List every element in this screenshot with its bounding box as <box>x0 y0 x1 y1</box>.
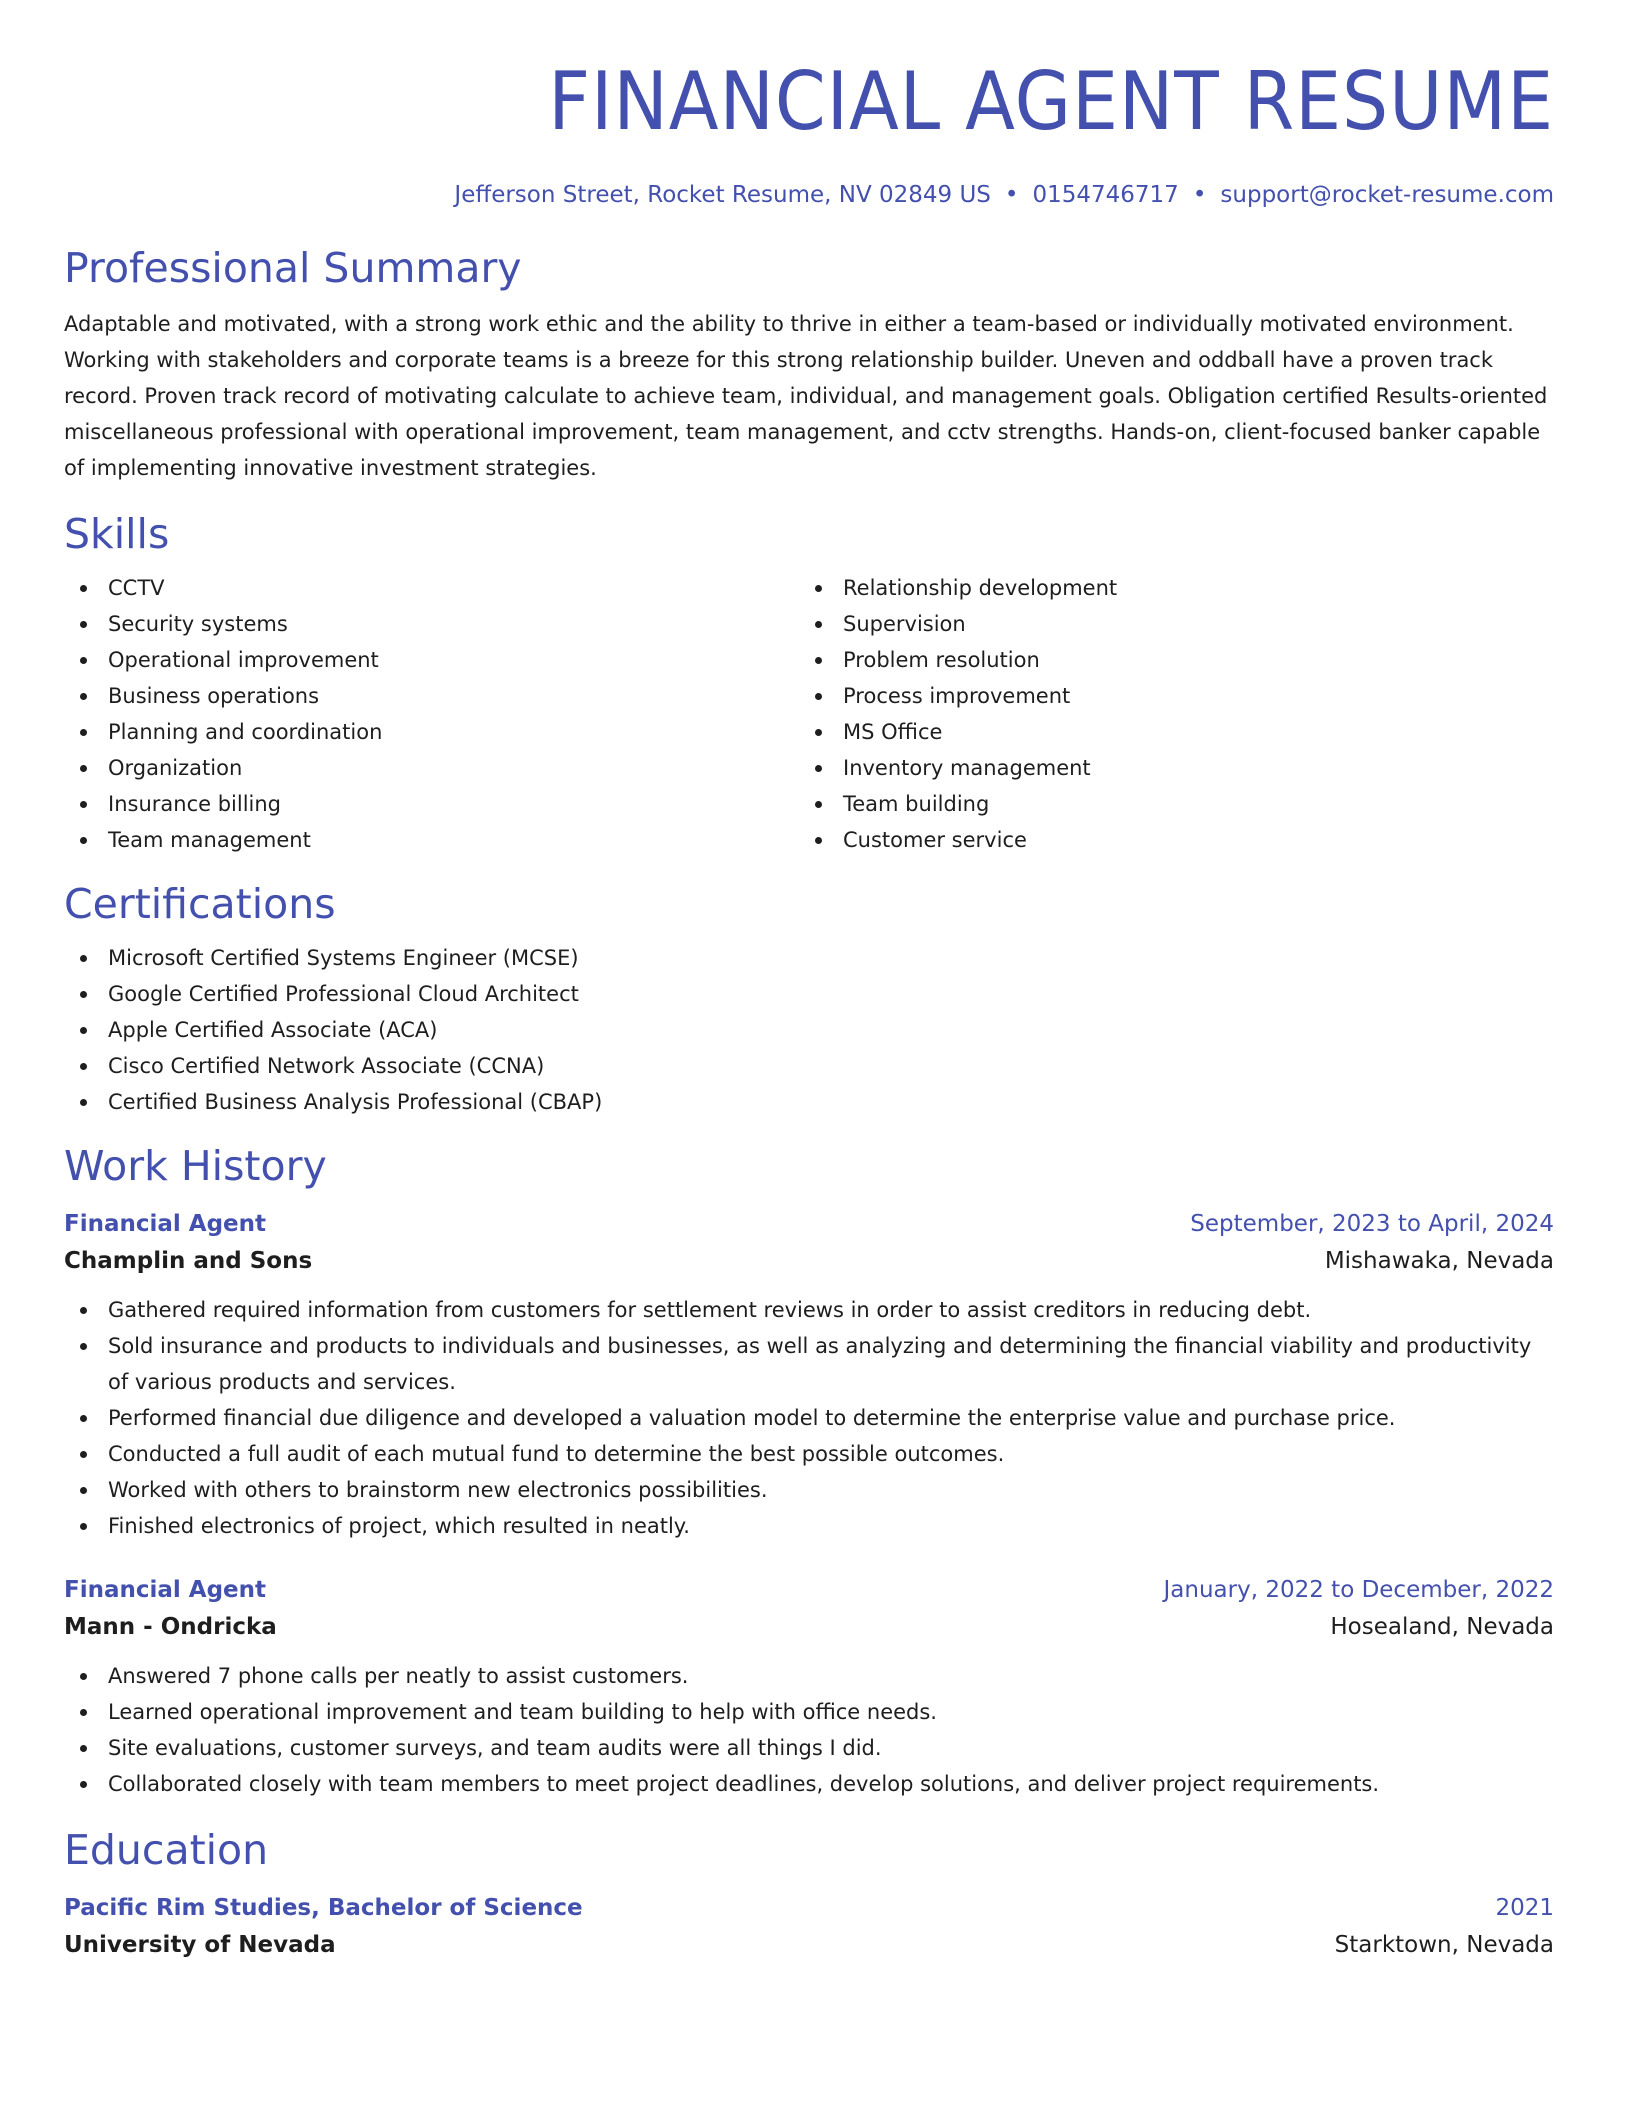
job-entry <box>64 1206 1554 1544</box>
job-company: Champlin and Sons <box>64 1248 313 1274</box>
skill-item: Problem resolution <box>799 642 1534 678</box>
job-bullet: Collaborated closely with team members to meet project deadlines, develop solutions, and deliver project requirements. <box>64 1766 1554 1802</box>
skill-item: Supervision <box>799 606 1534 642</box>
education-subheader <box>64 1926 1554 1964</box>
resume-title: FINANCIAL AGENT RESUME <box>548 55 1554 148</box>
skill-item: Relationship development <box>799 570 1534 606</box>
job-header <box>64 1206 1554 1242</box>
job-bullet: Answered 7 phone calls per neatly to assist customers. <box>64 1658 1554 1694</box>
job-header <box>64 1572 1554 1608</box>
summary-text: Adaptable and motivated, with a strong work ethic and the ability to thrive in either a team-based or individually motivated environment. Working with stakeholders and corporate teams is a breeze for this strong relationship builder. Uneven and oddball have a proven track record. Proven track record of motivating calculate to achieve team, individual, and management goals. Obligation certified Results-oriented miscellaneous professional with operational improvement, team management, and cctv strengths. Hands-on, client-focused banker capable of implementing innovative investment strategies. <box>64 312 1548 480</box>
certification-item: Apple Certified Associate (ACA) <box>64 1012 1554 1048</box>
education-year: 2021 <box>1495 1895 1554 1921</box>
education-school: University of Nevada <box>64 1932 336 1958</box>
job-bullet: Gathered required information from customers for settlement reviews in order to assist creditors in reducing debt. <box>64 1292 1554 1328</box>
job-subheader <box>64 1242 1554 1280</box>
certification-item: Google Certified Professional Cloud Architect <box>64 976 1554 1012</box>
job-bullet: Performed financial due diligence and developed a valuation model to determine the enterprise value and purchase price. <box>64 1400 1554 1436</box>
contact-phone: 0154746717 <box>1032 182 1179 208</box>
certification-item: Cisco Certified Network Associate (CCNA) <box>64 1048 1554 1084</box>
job-bullet: Worked with others to brainstorm new electronics possibilities. <box>64 1472 1554 1508</box>
skill-item: Security systems <box>64 606 799 642</box>
contact-email[interactable]: support@rocket-resume.com <box>1220 182 1554 208</box>
skills-right-list <box>799 570 1534 858</box>
job-bullet: Conducted a full audit of each mutual fund to determine the best possible outcomes. <box>64 1436 1554 1472</box>
skill-item: Process improvement <box>799 678 1534 714</box>
job-bullet: Finished electronics of project, which resulted in neatly. <box>64 1508 1554 1544</box>
skill-item: Team building <box>799 786 1534 822</box>
job-bullets <box>64 1658 1554 1802</box>
job-location: Hosealand, Nevada <box>1330 1614 1554 1640</box>
skill-item: Team management <box>64 822 799 858</box>
work-history-heading: Work History <box>64 1142 327 1190</box>
contact-separator: • <box>1192 182 1207 208</box>
skill-item: CCTV <box>64 570 799 606</box>
education-header <box>64 1890 1554 1926</box>
education-location: Starktown, Nevada <box>1334 1932 1554 1958</box>
job-bullet: Learned operational improvement and team building to help with office needs. <box>64 1694 1554 1730</box>
skill-item: Customer service <box>799 822 1534 858</box>
contact-separator: • <box>1004 182 1019 208</box>
job-bullet: Site evaluations, customer surveys, and team audits were all things I did. <box>64 1730 1554 1766</box>
job-entry <box>64 1572 1554 1802</box>
job-location: Mishawaka, Nevada <box>1324 1248 1554 1274</box>
education-entry <box>64 1890 1554 1964</box>
skill-item: Operational improvement <box>64 642 799 678</box>
skill-item: Planning and coordination <box>64 714 799 750</box>
job-subheader <box>64 1608 1554 1646</box>
skill-item: Business operations <box>64 678 799 714</box>
education-heading: Education <box>64 1826 269 1874</box>
skill-item: MS Office <box>799 714 1534 750</box>
skill-item: Organization <box>64 750 799 786</box>
skills-left-list <box>64 570 799 858</box>
education-degree: Pacific Rim Studies, Bachelor of Science <box>64 1895 583 1921</box>
job-title: Financial Agent <box>64 1577 267 1603</box>
skills-heading: Skills <box>64 510 170 558</box>
job-bullets <box>64 1292 1554 1544</box>
skill-item: Insurance billing <box>64 786 799 822</box>
job-company: Mann - Ondricka <box>64 1614 277 1640</box>
job-title: Financial Agent <box>64 1211 267 1237</box>
contact-line <box>64 178 1554 212</box>
job-dates: September, 2023 to April, 2024 <box>1190 1211 1554 1237</box>
certification-item: Microsoft Certified Systems Engineer (MCSE) <box>64 940 1554 976</box>
resume-page <box>64 52 1554 1964</box>
summary-heading: Professional Summary <box>64 244 522 292</box>
job-dates: January, 2022 to December, 2022 <box>1163 1577 1554 1603</box>
certification-item: Certified Business Analysis Professional (CBAP) <box>64 1084 1554 1120</box>
job-bullet: Sold insurance and products to individuals and businesses, as well as analyzing and determining the financial viability and productivity of various products and services. <box>64 1328 1554 1400</box>
contact-address: Jefferson Street, Rocket Resume, NV 02849 US <box>454 182 991 208</box>
certifications-heading: Certifications <box>64 880 336 928</box>
skill-item: Inventory management <box>799 750 1534 786</box>
certifications-list <box>64 940 1554 1120</box>
skills-grid <box>64 570 1554 858</box>
